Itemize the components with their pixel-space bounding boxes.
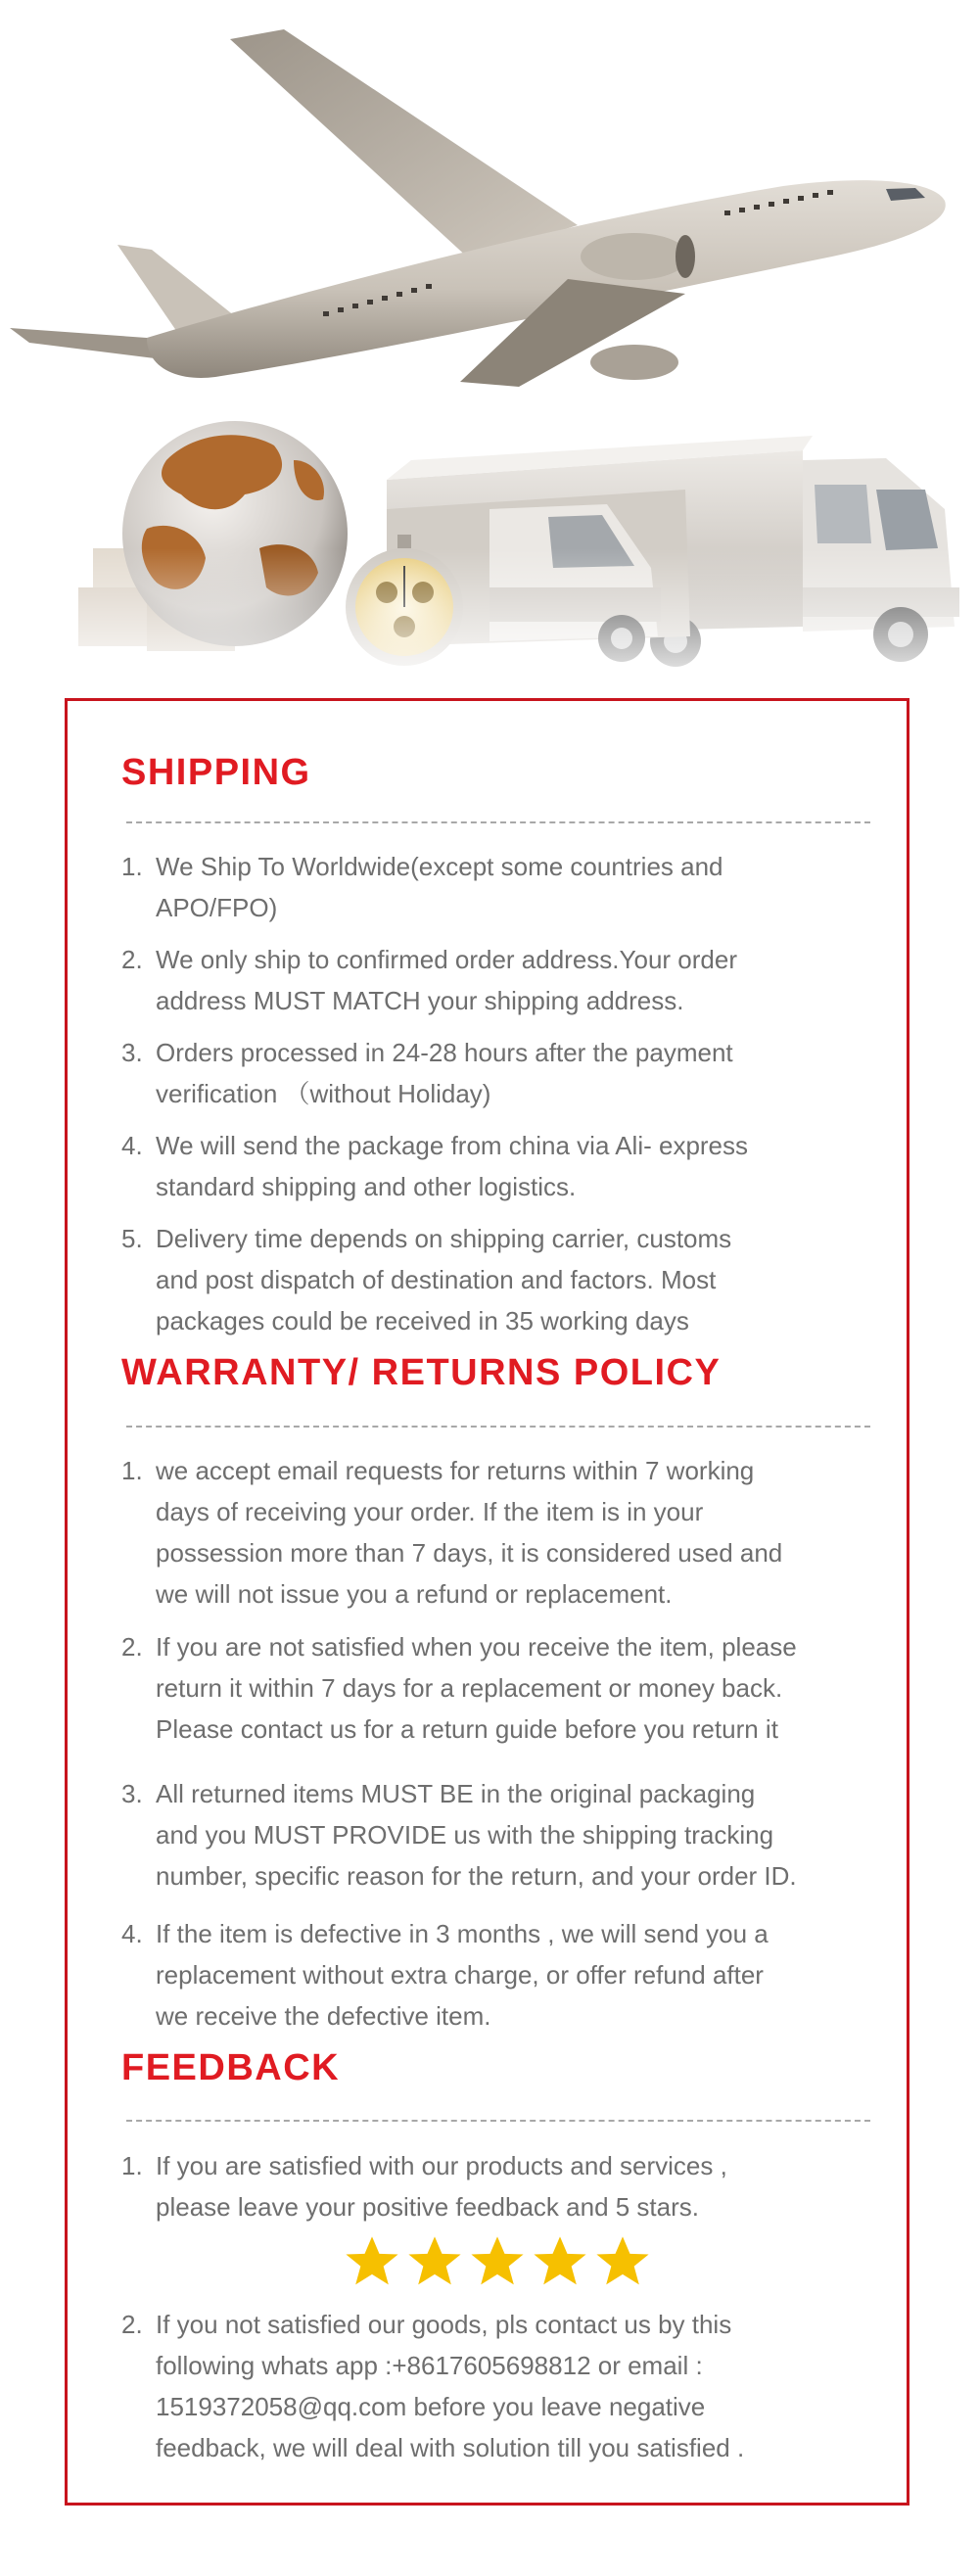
shipping-item-5 <box>121 1218 895 1341</box>
divider <box>126 821 870 823</box>
item-text-line: days of receiving your order. If the item is in your <box>156 1497 704 1526</box>
star-icon <box>533 2235 587 2288</box>
item-number: 5. <box>121 1224 143 1253</box>
item-text-line: 5. Delivery time depends on shipping carrier, customs <box>121 1218 895 1259</box>
item-number: 3. <box>121 1779 143 1808</box>
warranty-item-1 <box>121 1450 895 1615</box>
warranty-item-4 <box>121 1913 895 2037</box>
feedback-item-2 <box>121 2304 895 2468</box>
item-text-line: replacement without extra charge, or offer refund after <box>156 1960 764 1990</box>
item-text-line: 1519372058@qq.com before you leave negative <box>156 2392 706 2421</box>
star-icon <box>470 2235 525 2288</box>
item-text-line: 3. Orders processed in 24-28 hours after the payment <box>121 1032 895 1073</box>
item-text-line: and you MUST PROVIDE us with the shipping tracking <box>156 1820 774 1850</box>
warranty-title: WARRANTY/ RETURNS POLICY <box>121 1352 722 1393</box>
item-text-line: 4. We will send the package from china via Ali- express <box>121 1125 895 1166</box>
item-text-line: verification （without Holiday) <box>156 1079 491 1108</box>
item-text-line: APO/FPO) <box>156 893 278 922</box>
item-text-line: Please contact us for a return guide before you return it <box>156 1714 778 1744</box>
policy-card <box>65 698 909 2506</box>
item-text-line: following whats app :+8617605698812 or email : <box>156 2351 703 2380</box>
item-text-line: 4. If the item is defective in 3 months , we will send you a <box>121 1913 895 1954</box>
item-text-line: 1. we accept email requests for returns within 7 working <box>121 1450 895 1491</box>
shipping-item-1 <box>121 846 895 928</box>
item-text-line: 3. All returned items MUST BE in the original packaging <box>121 1773 895 1814</box>
item-text-line: 1. If you are satisfied with our products and services , <box>121 2145 895 2186</box>
star-icon <box>407 2235 462 2288</box>
shipping-item-3 <box>121 1032 895 1114</box>
item-text-line: standard shipping and other logistics. <box>156 1172 577 1201</box>
star-icon <box>345 2235 399 2288</box>
item-text-line: return it within 7 days for a replacement or money back. <box>156 1673 783 1703</box>
shipping-item-4 <box>121 1125 895 1207</box>
airplane-icon <box>10 29 946 387</box>
divider <box>126 1426 870 1428</box>
item-number: 1. <box>121 852 143 881</box>
item-number: 4. <box>121 1131 143 1160</box>
item-number: 2. <box>121 1632 143 1662</box>
item-text-line: we will not issue you a refund or replacement. <box>156 1579 673 1609</box>
item-text-line: 2. If you not satisfied our goods, pls contact us by this <box>121 2304 895 2345</box>
item-number: 4. <box>121 1919 143 1948</box>
item-text-line: 2. If you are not satisfied when you receive the item, please <box>121 1626 895 1667</box>
divider <box>126 2120 870 2122</box>
item-text-line: packages could be received in 35 working days <box>156 1306 689 1335</box>
item-text-line: we receive the defective item. <box>156 2001 491 2031</box>
item-text-line: number, specific reason for the return, and your order ID. <box>156 1861 797 1891</box>
item-number: 2. <box>121 2310 143 2339</box>
five-star-rating <box>345 2235 697 2294</box>
shipping-item-2 <box>121 939 895 1021</box>
warranty-item-3 <box>121 1773 895 1897</box>
item-text-line: and post dispatch of destination and factors. Most <box>156 1265 717 1294</box>
item-number: 2. <box>121 945 143 974</box>
item-text-line: 1. We Ship To Worldwide(except some countries and <box>121 846 895 887</box>
item-text-line: please leave your positive feedback and 5 stars. <box>156 2192 700 2222</box>
item-text-line: feedback, we will deal with solution till you satisfied . <box>156 2433 745 2462</box>
item-text-line: possession more than 7 days, it is considered used and <box>156 1538 783 1568</box>
item-text-line: address MUST MATCH your shipping address. <box>156 986 684 1015</box>
shipping-title: SHIPPING <box>121 752 311 793</box>
item-number: 1. <box>121 1456 143 1485</box>
warranty-item-2 <box>121 1626 895 1750</box>
shipping-hero-illustration <box>0 0 979 695</box>
item-text-line: 2. We only ship to confirmed order address.Your order <box>121 939 895 980</box>
item-number: 1. <box>121 2151 143 2180</box>
star-icon <box>595 2235 650 2288</box>
feedback-title: FEEDBACK <box>121 2047 341 2088</box>
feedback-item-1 <box>121 2145 895 2227</box>
item-number: 3. <box>121 1038 143 1067</box>
